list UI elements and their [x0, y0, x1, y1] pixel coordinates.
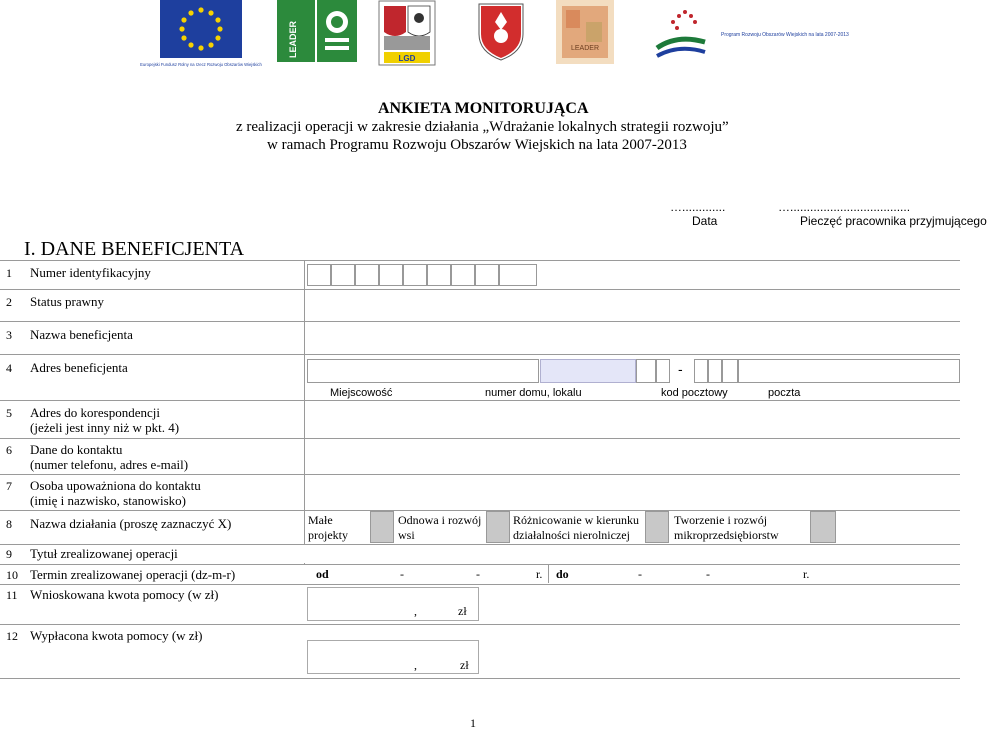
row-separator	[0, 584, 960, 585]
term-dash: -	[638, 567, 642, 581]
field-label-status: Status prawny	[30, 294, 105, 309]
form-title-line3: w ramach Programu Rozwoju Obszarów Wiejskich na lata 2007-2013	[267, 137, 687, 153]
requested-amount-input[interactable]	[307, 587, 479, 621]
action-option-label: Małe projekty	[308, 513, 348, 542]
stamp-label: Pieczęć pracownika przyjmującego	[800, 214, 987, 228]
row-number: 6	[6, 443, 12, 457]
paid-amount-input[interactable]	[307, 640, 479, 674]
row-separator	[0, 438, 960, 439]
leader-logo-text: LEADER	[288, 20, 298, 58]
amount-currency: zł	[460, 658, 469, 672]
row-number: 5	[6, 406, 12, 420]
field-label-id: Numer identyfikacyjny	[30, 265, 151, 280]
action-checkbox[interactable]	[486, 511, 510, 543]
postal-digit-box[interactable]	[722, 359, 738, 383]
postal-digit-box[interactable]	[656, 359, 670, 383]
action-option-label: Odnowa i rozwój wsi	[398, 513, 482, 542]
action-checkbox[interactable]	[645, 511, 669, 543]
row-number: 8	[6, 517, 12, 531]
lgd-logo-text: LGD	[398, 54, 416, 63]
id-digit-box[interactable]	[451, 264, 475, 286]
term-dash: -	[476, 567, 480, 581]
coat-of-arms-logo	[475, 0, 527, 62]
row-number: 10	[6, 568, 18, 582]
prow-logo-caption: Program Rozwoju Obszarów Wiejskich na lata 2007-2013	[721, 32, 849, 38]
amount-currency: zł	[458, 604, 467, 618]
amount-comma: ,	[414, 658, 417, 672]
id-digit-box[interactable]	[427, 264, 451, 286]
field-sublabel-contact: (numer telefonu, adres e-mail)	[30, 457, 189, 472]
postal-digit-box[interactable]	[694, 359, 708, 383]
date-label: Data	[692, 214, 718, 228]
action-checkbox[interactable]	[370, 511, 394, 543]
form-title-line1: ANKIETA MONITORUJĄCA	[378, 100, 589, 117]
eu-flag-logo	[140, 0, 262, 78]
date-dots: ….............	[670, 200, 726, 214]
stamp-dots: …....................................	[778, 200, 911, 214]
field-sublabel-correspondence: (jeżeli jest inny niż w pkt. 4)	[30, 420, 180, 435]
field-label-address: Adres beneficjenta	[30, 360, 128, 375]
id-digit-box[interactable]	[307, 264, 331, 286]
page-number: 1	[470, 716, 476, 730]
name-input[interactable]	[307, 324, 960, 352]
house-number-input[interactable]	[540, 359, 636, 383]
id-digit-box[interactable]	[403, 264, 427, 286]
leader-map-logo	[556, 0, 614, 64]
field-label-correspondence: Adres do korespondencji	[30, 405, 160, 420]
row-number: 4	[6, 361, 12, 375]
row-number: 11	[6, 588, 18, 602]
label-divider	[304, 260, 305, 564]
row-separator	[0, 260, 960, 261]
id-digit-box[interactable]	[355, 264, 379, 286]
section-title: I. DANE BENEFICJENTA	[24, 238, 245, 260]
id-digit-box[interactable]	[331, 264, 355, 286]
status-input[interactable]	[307, 292, 960, 320]
row-separator	[0, 321, 960, 322]
row-separator	[0, 624, 960, 625]
row-separator	[0, 400, 960, 401]
eu-logo-caption: Europejski Fundusz Rolny na rzecz Rozwoju Obszarów Wiejskich	[140, 62, 262, 67]
operation-title-input[interactable]	[200, 545, 960, 563]
flat-number-input[interactable]	[636, 359, 656, 383]
postal-code-caption: kod pocztowy	[661, 387, 728, 399]
contact-person-input[interactable]	[307, 477, 960, 509]
field-label-paid-amount: Wypłacona kwota pomocy (w zł)	[30, 628, 203, 643]
field-label-term: Termin zrealizowanej operacji (dz-m-r)	[30, 567, 236, 582]
term-year-suffix: r.	[536, 567, 543, 581]
row-separator	[0, 289, 960, 290]
id-digit-box[interactable]	[379, 264, 403, 286]
field-label-name: Nazwa beneficjenta	[30, 327, 133, 342]
term-year-suffix: r.	[803, 567, 810, 581]
field-label-contact: Dane do kontaktu	[30, 442, 123, 457]
term-dash: -	[400, 567, 404, 581]
action-option-label: Tworzenie i rozwój mikroprzedsiębiorstw	[674, 513, 779, 542]
id-digit-box[interactable]	[499, 264, 537, 286]
lgd-logo	[378, 0, 436, 66]
town-input[interactable]	[307, 359, 539, 383]
row-separator	[0, 354, 960, 355]
house-number-caption: numer domu, lokalu	[485, 387, 582, 399]
term-to-input[interactable]	[574, 565, 800, 583]
post-office-input[interactable]	[738, 359, 960, 383]
contact-input[interactable]	[307, 441, 960, 471]
term-from-input[interactable]	[330, 565, 543, 583]
row-separator	[0, 678, 960, 679]
id-digit-box[interactable]	[475, 264, 499, 286]
row-separator	[0, 474, 960, 475]
action-option-label: Różnicowanie w kierunku działalności nierolniczej	[513, 513, 639, 542]
field-label-action: Nazwa działania (proszę zaznaczyć X)	[30, 516, 232, 531]
field-label-requested-amount: Wnioskowana kwota pomocy (w zł)	[30, 587, 219, 602]
field-label-title: Tytuł zrealizowanej operacji	[30, 546, 178, 561]
row-number: 2	[6, 295, 12, 309]
term-to-label: do	[556, 567, 569, 581]
form-title-line2: z realizacji operacji w zakresie działania „Wdrażanie lokalnych strategii rozwoju”	[236, 119, 729, 135]
field-sublabel-contact-person: (imię i nazwisko, stanowisko)	[30, 493, 186, 508]
town-caption: Miejscowość	[330, 387, 393, 399]
term-from-label: od	[316, 567, 329, 581]
amount-comma: ,	[414, 604, 417, 618]
row-number: 1	[6, 266, 12, 280]
term-dash: -	[706, 567, 710, 581]
prow-logo	[655, 0, 849, 66]
row-number: 3	[6, 328, 12, 342]
post-office-caption: poczta	[768, 387, 801, 399]
leader-logo	[277, 0, 357, 64]
term-divider	[548, 565, 549, 583]
correspondence-input[interactable]	[307, 403, 960, 435]
postal-digit-box[interactable]	[708, 359, 722, 383]
leader2-logo-text: LEADER	[570, 45, 600, 52]
row-number: 9	[6, 547, 12, 561]
field-label-contact-person: Osoba upoważniona do kontaktu	[30, 478, 201, 493]
row-number: 12	[6, 629, 18, 643]
action-checkbox[interactable]	[810, 511, 836, 543]
postal-dash: -	[678, 361, 683, 377]
row-number: 7	[6, 479, 12, 493]
